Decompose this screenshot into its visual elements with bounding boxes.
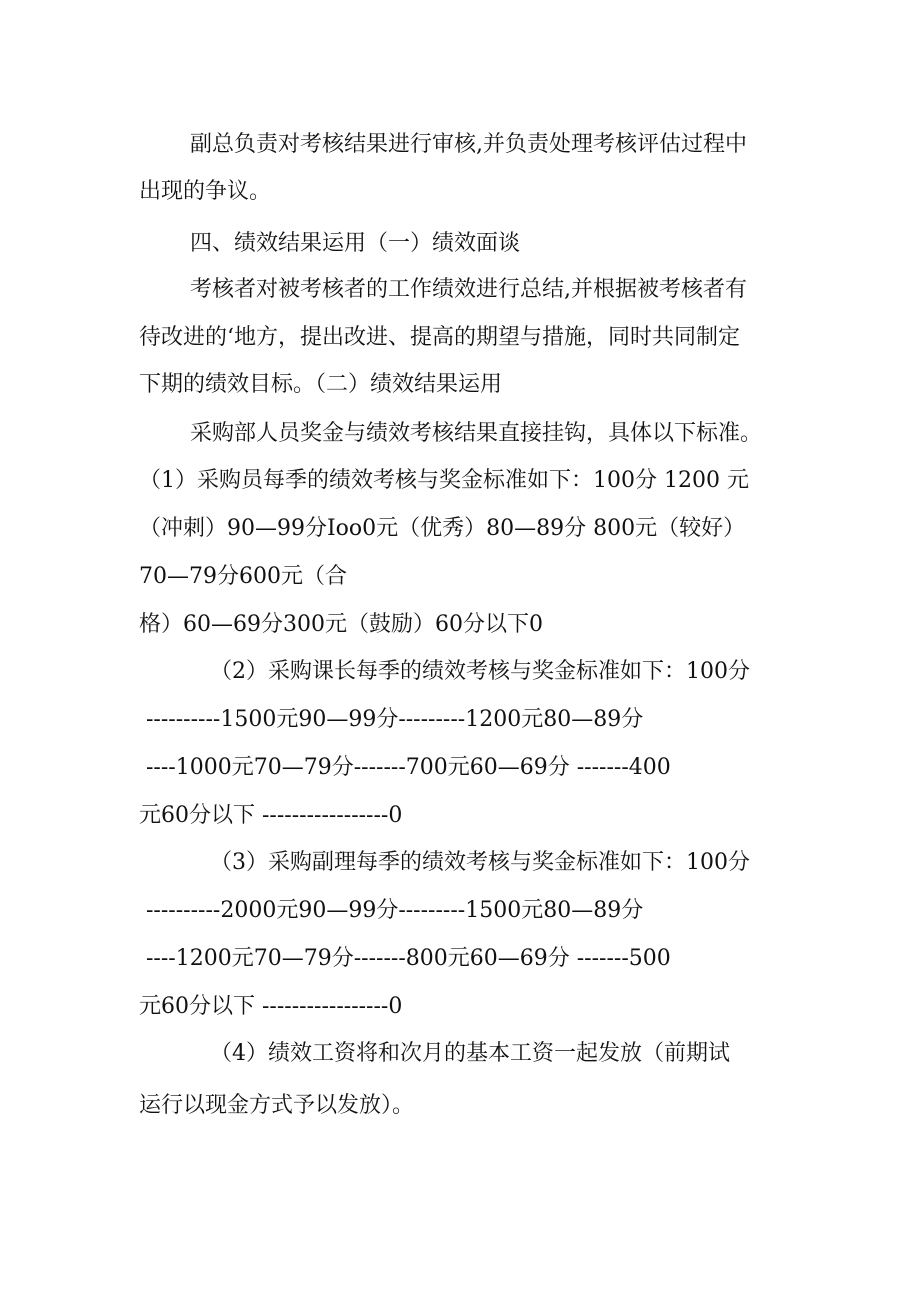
text-line: 运行以现金方式予以发放）。 — [139, 1093, 415, 1118]
text-line: 下期的绩效目标。（二）绩效结果运用 — [139, 372, 503, 397]
text-line: 采购部人员奖金与绩效考核结果直接挂钩，具体以下标准。 — [190, 421, 763, 446]
text-line: 待改进的‘地方，提出改进、提高的期望与措施，同时共同制定 — [139, 325, 740, 350]
text-line: 副总负责对考核结果进行审核,并负责处理考核评估过程中 — [190, 132, 747, 157]
text-line: 出现的争议。 — [139, 179, 272, 204]
text-line: ----1200元70—79分-------800元60—69分 -------500 — [146, 946, 671, 971]
text-line: 考核者对被考核者的工作绩效进行总结,并根据被考核者有 — [190, 277, 747, 302]
text-line: ----------2000元90—99分---------1500元80—89分 — [146, 898, 644, 923]
text-line: （3）采购副理每季的绩效考核与奖金标准如下：100分 — [210, 850, 750, 875]
text-line: 元60分以下 -----------------0 — [139, 994, 403, 1019]
text-line: 格）60—69分300元（鼓励）60分以下0 — [139, 612, 543, 637]
text-line: ----1000元70—79分-------700元60—69分 -------400 — [146, 755, 671, 780]
text-line: 70—79分600元（合 — [139, 564, 347, 589]
text-line: ----------1500元90—99分---------1200元80—89分 — [146, 707, 644, 732]
text-line: （4）绩效工资将和次月的基本工资一起发放（前期试 — [210, 1041, 730, 1066]
section-heading: 四、绩效结果运用（一）绩效面谈 — [190, 231, 521, 256]
text-line: 元60分以下 -----------------0 — [139, 803, 403, 828]
text-line: （1）采购员每季的绩效考核与奖金标准如下：100分 1200 元 — [139, 468, 749, 493]
text-line: （2）采购课长每季的绩效考核与奖金标准如下：100分 — [210, 659, 750, 684]
text-line: （冲刺）90—99分Ioo0元（优秀）80—89分 800元（较好） — [139, 516, 746, 541]
